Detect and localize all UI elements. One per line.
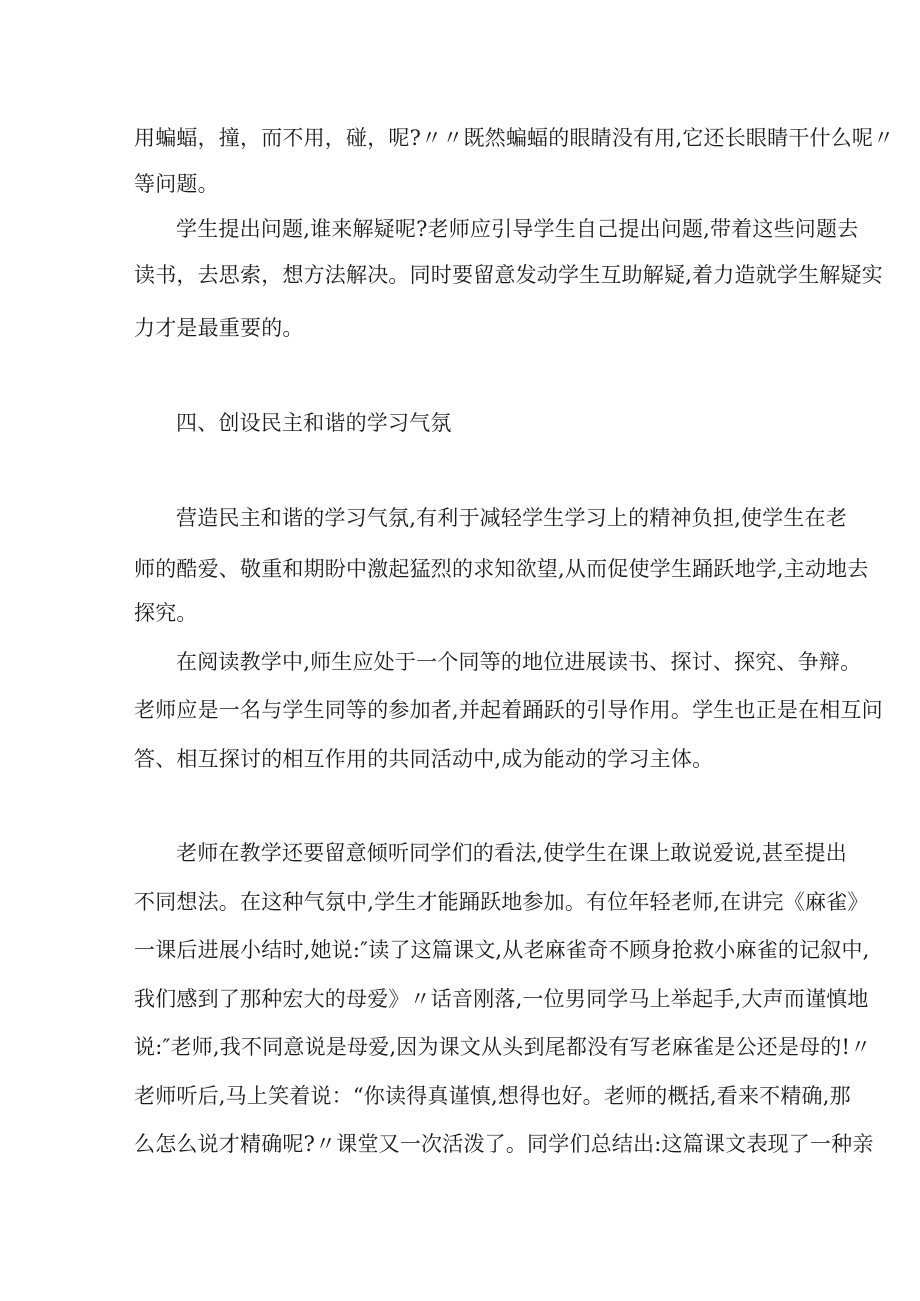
text-line: 用蝙蝠，撞，而不用，碰，呢?〃〃既然蝙蝠的眼睛没有用,它还长眼睛干什么呢〃 [134,126,895,150]
text-line: 么怎么说才精确呢?〃课堂又一次活泼了。同学们总结出:这篇课文表现了一种亲 [134,1132,874,1156]
text-line: 老师听后,马上笑着说：“你读得真谨慎,想得也好。老师的概括,看来不精确,那 [134,1084,851,1108]
text-line: 不同想法。在这种气氛中,学生才能踊跃地参加。有位年轻老师,在讲完《麻雀》 [134,890,869,914]
text-line: 读书，去思索，想方法解决。同时要留意发动学生互助解疑,着力造就学生解疑实 [134,263,883,287]
text-line: 学生提出问题,谁来解疑呢?老师应引导学生自己提出问题,带着这些问题去 [176,217,859,241]
text-line: 说:″老师,我不同意说是母爱,因为课文从头到尾都没有写老麻雀是公还是母的!〃 [134,1035,872,1059]
text-line: 一课后进展小结时,她说:″读了这篇课文,从老麻雀奇不顾身抢救小麻雀的记叙中, [134,938,870,962]
text-line: 师的酷爱、敬重和期盼中激起猛烈的求知欲望,从而促使学生踊跃地学,主动地去 [134,557,869,581]
section-heading: 四、创设民主和谐的学习气氛 [176,411,452,435]
text-line: 力才是最重要的。 [134,316,304,340]
text-line: 老师应是一名与学生同等的参加者,并起着踊跃的引导作用。学生也正是在相互问 [134,698,883,722]
text-line: 等问题。 [134,172,219,196]
text-line: 探究。 [134,601,198,625]
text-line: 我们感到了那种宏大的母爱》〃话音刚落,一位男同学马上举起手,大声而谨慎地 [134,987,869,1011]
text-line: 营造民主和谐的学习气氛,有利于减轻学生学习上的精神负担,使学生在老 [176,506,847,530]
text-line: 在阅读教学中,师生应处于一个同等的地位进展读书、探讨、探究、争辩。 [176,650,862,674]
text-line: 答、相互探讨的相互作用的共同活动中,成为能动的学习主体。 [134,747,714,771]
text-line: 老师在教学还要留意倾听同学们的看法,使学生在课上敢说爱说,甚至提出 [176,841,847,865]
